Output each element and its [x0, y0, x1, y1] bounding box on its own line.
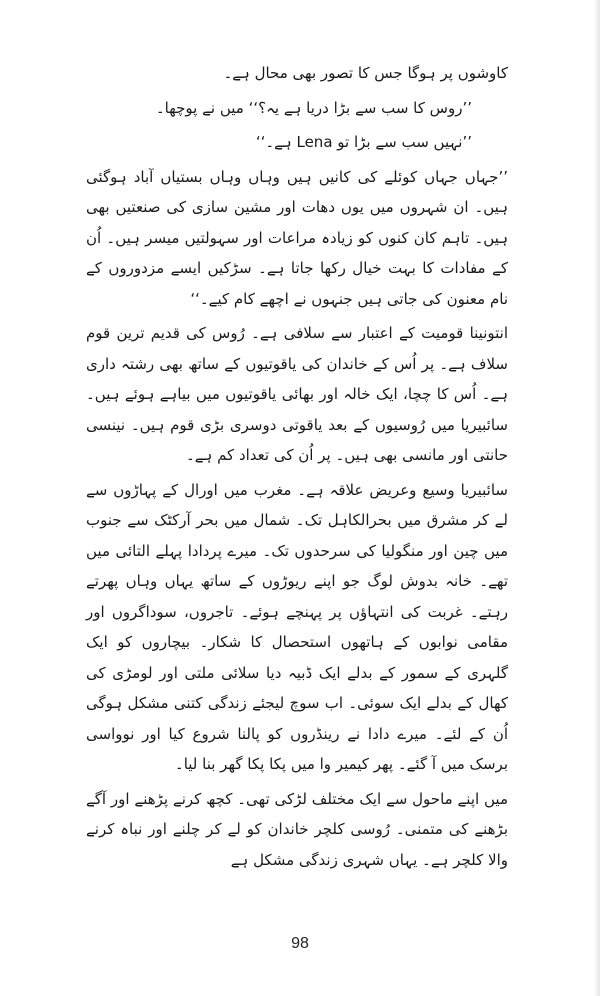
paragraph-7: میں اپنے ماحول سے ایک مختلف لڑکی تھی۔ کچھ کرنے پڑھنے اور آگے بڑھنے کی متمنی۔ رُوسی کلچر خاندان کو لے کر چلنے اور نباہ کرنے والا کلچر ہے۔ یہاں شہری زندگی مشکل ہے: [86, 789, 508, 869]
page-body-text: [86, 58, 508, 879]
paragraph-3: ’’نہیں سب سے بڑا تو Lena ہے۔‘‘: [255, 133, 472, 151]
page-edge-shadow: [594, 0, 600, 996]
paragraph-2: ’’روس کا سب سے بڑا دریا ہے یہ؟‘‘ میں نے پوچھا۔: [155, 98, 472, 117]
paragraph-1: کاوشوں پر ہوگا جس کا تصور بھی محال ہے۔: [223, 64, 508, 82]
page-number: 98: [291, 935, 309, 952]
paragraph-5: انتونینا قومیت کے اعتبار سے سلافی ہے۔ رُوس کی قدیم ترین قوم سلاف ہے۔ پر اُس کے خاندان کی یاقوتیوں کے ساتھ بھی رشتہ داری ہے۔ اُس کا چچا، ایک خالہ اور بھائی یاقوتیوں میں بیاہے ہوئے ہیں۔ سائبیریا میں رُوسیوں کے بعد یاقوتی دوسری بڑی قوم ہیں۔ نینسی حانتی اور مانسی بھی ہیں۔ پر اُن کی تعداد کم ہے۔: [86, 324, 508, 464]
paragraph-4: ’’جہاں جہاں کوئلے کی کانیں ہیں وہاں وہاں بستیاں آباد ہوگئی ہیں۔ ان شہروں میں یوں دھات اور مشین سازی کی صنعتیں بھی ہیں۔ تاہم کان کنوں کو زیادہ مراعات اور سہولتیں میسر ہیں۔ اُن کے مفادات کا بہت خیال رکھا جاتا ہے۔ سڑکیں ایسے مزدوروں کے نام معنون کی جاتی ہیں جنہوں نے اچھے کام کیے۔‘‘: [86, 167, 508, 308]
paragraph-6: سائبیریا وسیع وعریض علاقہ ہے۔ مغرب میں اورال کے پہاڑوں سے لے کر مشرق میں بحرالکاہل تک۔ شمال میں بحر آرکٹک سے جنوب میں چین اور منگولیا کی سرحدوں تک۔ میرے پردادا پہلے التائی میں تھے۔ خانہ بدوش لوگ جو اپنے ریوڑوں کے ساتھ یہاں وہاں پھرتے رہتے۔ غربت کی انتہاؤں پر پہنچے ہوئے۔ تاجروں، سوداگروں اور مقامی نوابوں کے ہاتھوں استحصال کا شکار۔ بیچاروں کو ایک گلہری کے سمور کے بدلے ایک ڈبیہ دیا سلائی ملتی اور لومڑی کی کھال کے بدلے ایک سوئی۔ اب سوچ لیجئے زندگی کتنی مشکل ہوگی اُن کے لئے۔ میرے دادا نے رینڈروں کو پالنا شروع کیا اور نوواسی برسک میں آ گئے۔ پھر کیمیر وا میں پکا پکا گھر بنا لیا۔: [86, 480, 508, 773]
